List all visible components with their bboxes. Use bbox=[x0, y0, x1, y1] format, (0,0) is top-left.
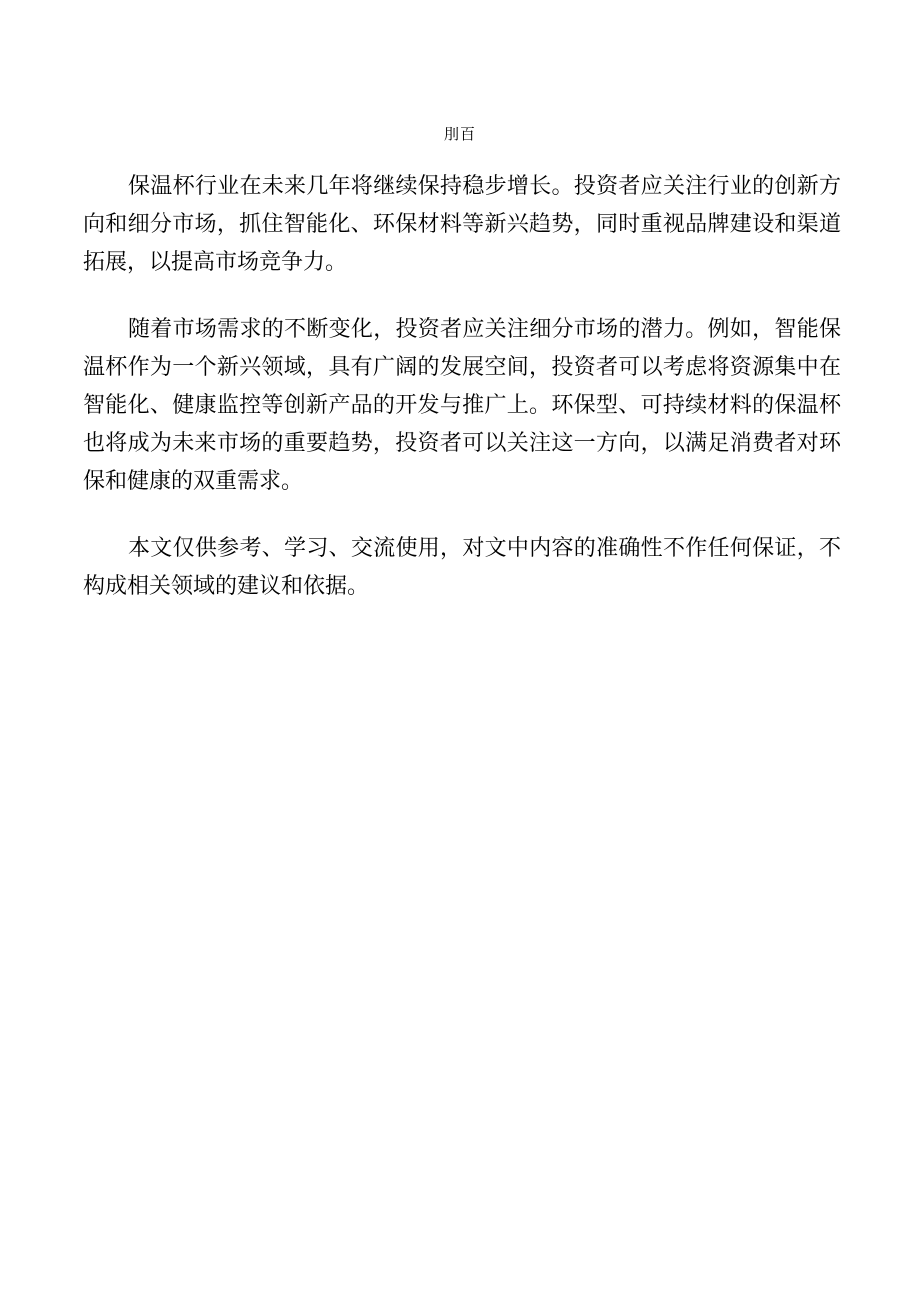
page-heading: 刖百 bbox=[443, 125, 476, 143]
document-body bbox=[83, 168, 841, 635]
paragraph-outlook: 保温杯行业在未来几年将继续保持稳步增长。投资者应关注行业的创新方向和细分市场，抓住智能化、环保材料等新兴趋势，同时重视品牌建设和渠道拓展，以提高市场竞争力。 bbox=[83, 174, 841, 275]
paragraph-segments: 随着市场需求的不断变化，投资者应关注细分市场的潜力。例如，智能保温杯作为一个新兴领域，具有广阔的发展空间，投资者可以考虑将资源集中在智能化、健康监控等创新产品的开发与推广上。环保型、可持续材料的保温杯也将成为未来市场的重要趋势，投资者可以关注这一方向，以满足消费者对环保和健康的双重需求。 bbox=[83, 317, 841, 494]
paragraph-disclaimer: 本文仅供参考、学习、交流使用，对文中内容的准确性不作任何保证，不构成相关领域的建议和依据。 bbox=[83, 536, 841, 599]
